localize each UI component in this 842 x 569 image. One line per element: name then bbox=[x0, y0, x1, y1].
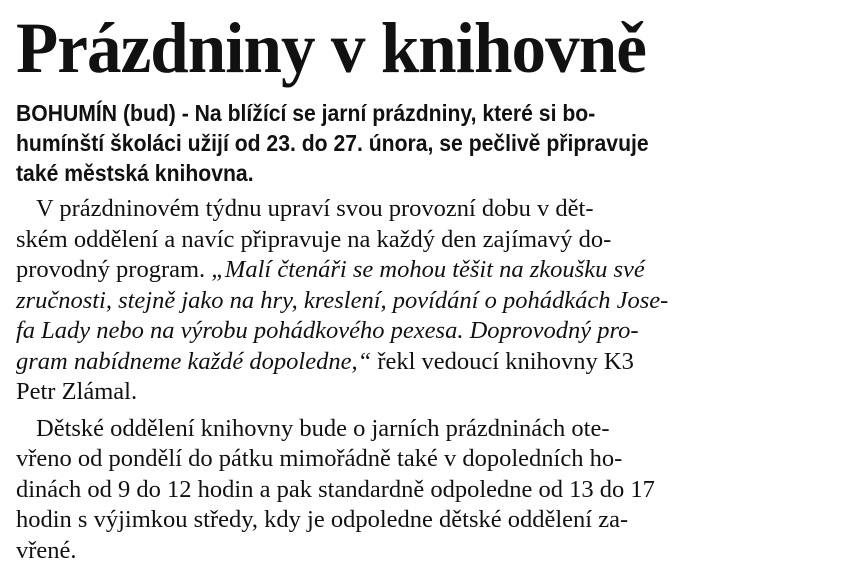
body-line bbox=[16, 286, 818, 317]
lead-text: Na blížící se jarní prázdniny, které si bo- bbox=[188, 100, 596, 126]
body-line: vřeno od pondělí do pátku mimořádně také v dopoledních ho- bbox=[16, 445, 623, 472]
lead-line: také městská knihovna. bbox=[16, 160, 254, 186]
body-text: řekl vedoucí knihovny K3 bbox=[371, 347, 634, 375]
body-paragraph-1 bbox=[16, 194, 818, 408]
body-text: provodný program. bbox=[16, 256, 212, 283]
body-line: Petr Zlámal. bbox=[16, 378, 138, 405]
quote-text: fa Lady nebo na výrobu pohádkového pexesa. Doprovodný pro- bbox=[16, 317, 639, 344]
dateline: BOHUMÍN (bud) - bbox=[16, 100, 189, 126]
body-line: hodin s výjimkou středy, kdy je odpoledne dětské oddělení za- bbox=[16, 506, 629, 533]
body-line bbox=[16, 255, 818, 286]
body-line: dinách od 9 do 12 hodin a pak standardně odpoledne od 13 do 17 bbox=[16, 475, 655, 503]
body-line: ském oddělení a navíc připravuje na každý den zajímavý do- bbox=[16, 225, 612, 253]
lead-paragraph bbox=[16, 98, 807, 188]
body-line: Dětské oddělení knihovny bude o jarních prázdninách ote- bbox=[36, 414, 610, 442]
body-line bbox=[16, 347, 818, 378]
headline: Prázdniny v knihovně bbox=[16, 8, 646, 88]
body-line bbox=[16, 316, 818, 347]
lead-line bbox=[16, 98, 807, 128]
lead-line: humínští školáci užijí od 23. do 27. února, se pečlivě připravuje bbox=[16, 130, 649, 156]
quote-text: zručnosti, stejně jako na hry, kreslení, povídání o pohádkách Jose- bbox=[16, 286, 669, 314]
body-line: vřené. bbox=[16, 536, 77, 564]
body-line: V prázdninovém týdnu upraví svou provozní dobu v dět- bbox=[36, 195, 594, 222]
quote-text: gram nabídneme každé dopoledne,“ bbox=[16, 347, 372, 375]
body-paragraph-2 bbox=[16, 414, 818, 567]
quote-text: „Malí čtenáři se mohou těšit na zkoušku své bbox=[211, 256, 645, 283]
